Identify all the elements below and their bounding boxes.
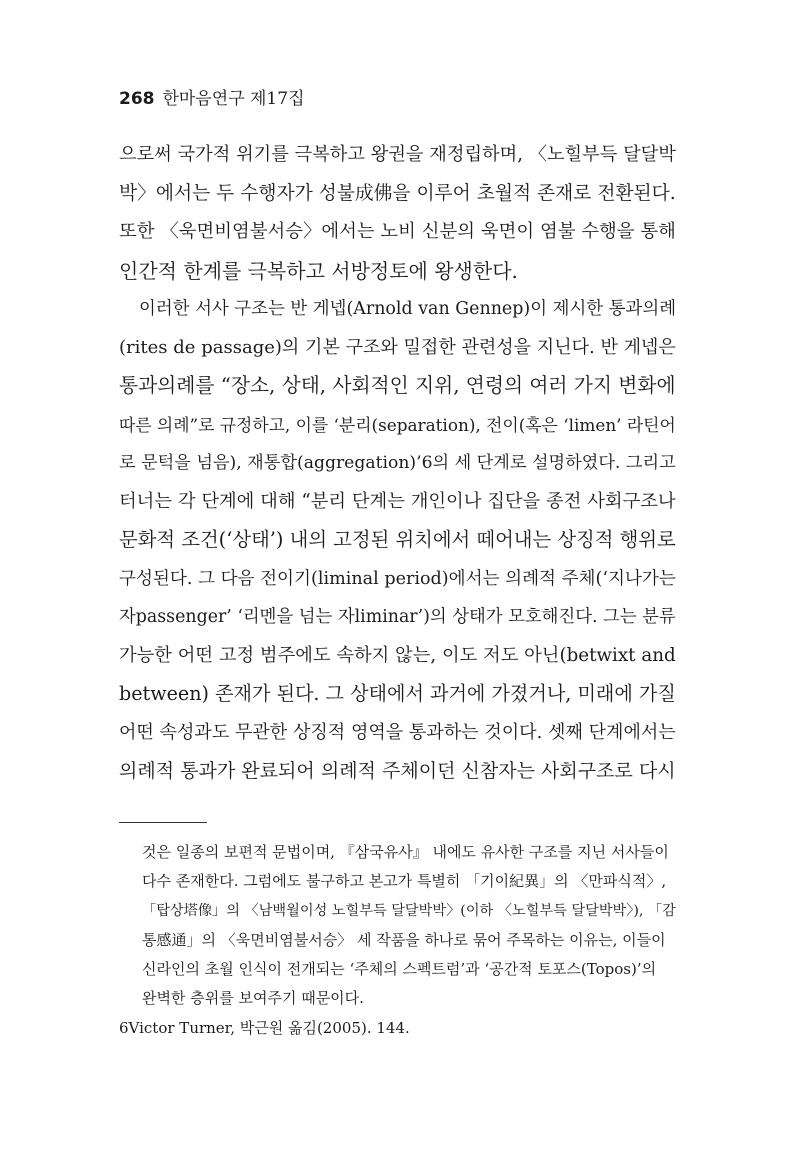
footnote-line: 다수 존재한다. 그럼에도 불구하고 본고가 특별히 「기이紀異」의 〈만파식적〉, xyxy=(142,872,667,891)
body-line: 따른 의례”로 규정하고, 이를 ‘분리(separation), 전이(혹은 ‘limen’ 라틴어 xyxy=(119,414,676,435)
body-line: 의례적 통과가 완료되어 의례적 주체이던 신참자는 사회구조로 다시 xyxy=(119,760,676,782)
page-number: 268 xyxy=(119,89,155,109)
body-line: 어떤 속성과도 무관한 상징적 영역을 통과하는 것이다. 셋째 단계에서는 xyxy=(119,721,676,743)
body-line: between) 존재가 된다. 그 상태에서 과거에 가졌거나, 미래에 가질 xyxy=(119,682,676,705)
body-line: 가능한 어떤 고정 범주에도 속하지 않는, 이도 저도 아닌(betwixt and xyxy=(119,644,676,666)
footnote-line: 「탑상塔像」의 〈남백월이성 노힐부득 달달박박〉(이하 〈노힐부득 달달박박〉), 「감 xyxy=(142,902,676,919)
footnote-6: 6Victor Turner, 박근원 옮김(2005). 144. xyxy=(119,1018,410,1037)
body-line: 문화적 조건(‘상태’) 내의 고정된 위치에서 떼어내는 상징적 행위로 xyxy=(119,528,676,551)
footnote-line: 것은 일종의 보편적 문법이며, 『삼국유사』 내에도 유사한 구조를 지닌 서사들이 xyxy=(142,843,669,861)
footnote-separator xyxy=(119,822,207,823)
footnotes xyxy=(119,838,679,1043)
body-line: 통과의례를 “장소, 상태, 사회적인 지위, 연령의 여러 가지 변화에 xyxy=(119,374,676,397)
footnote-line: 완벽한 층위를 보여주기 때문이다. xyxy=(142,989,364,1008)
body-text xyxy=(119,136,679,791)
body-line: (rites de passage)의 기본 구조와 밀접한 관련성을 지닌다. 반 게넵은 xyxy=(119,336,676,358)
running-header xyxy=(119,84,305,109)
footnote-line: 통感通」의 〈욱면비염불서승〉 세 작품을 하나로 묶어 주목하는 이유는, 이들이 xyxy=(142,930,666,949)
body-line: 터너는 각 단계에 대해 “분리 단계는 개인이나 집단을 종전 사회구조나 xyxy=(119,490,676,512)
body-line: 박〉에서는 두 수행자가 성불成佛을 이루어 초월적 존재로 전환된다. xyxy=(119,182,676,204)
journal-title: 한마음연구 제17집 xyxy=(162,89,305,109)
body-line: 로 문턱을 넘음), 재통합(aggregation)’6의 세 단계로 설명하였다. 그리고 xyxy=(119,453,676,473)
body-line: 인간적 한계를 극복하고 서방정토에 왕생한다. xyxy=(119,258,518,283)
body-line: 으로써 국가적 위기를 극복하고 왕권을 재정립하며, 〈노힐부득 달달박 xyxy=(119,144,676,165)
paragraph-start-line: 이러한 서사 구조는 반 게넵(Arnold van Gennep)이 제시한 통과의례 xyxy=(139,299,677,319)
footnote-line: 신라인의 초월 인식이 전개되는 ‘주체의 스펙트럼’과 ‘공간적 토포스(Topos)’의 xyxy=(142,960,657,979)
body-line: 자passenger’ ‘리멘을 넘는 자liminar’)의 상태가 모호해진다. 그는 분류 xyxy=(119,607,676,627)
body-line: 또한 〈욱면비염불서승〉에서는 노비 신분의 욱면이 염불 수행을 통해 xyxy=(119,221,676,242)
body-line: 구성된다. 그 다음 전이기(liminal period)에서는 의례적 주체(‘지나가는 xyxy=(119,568,676,589)
